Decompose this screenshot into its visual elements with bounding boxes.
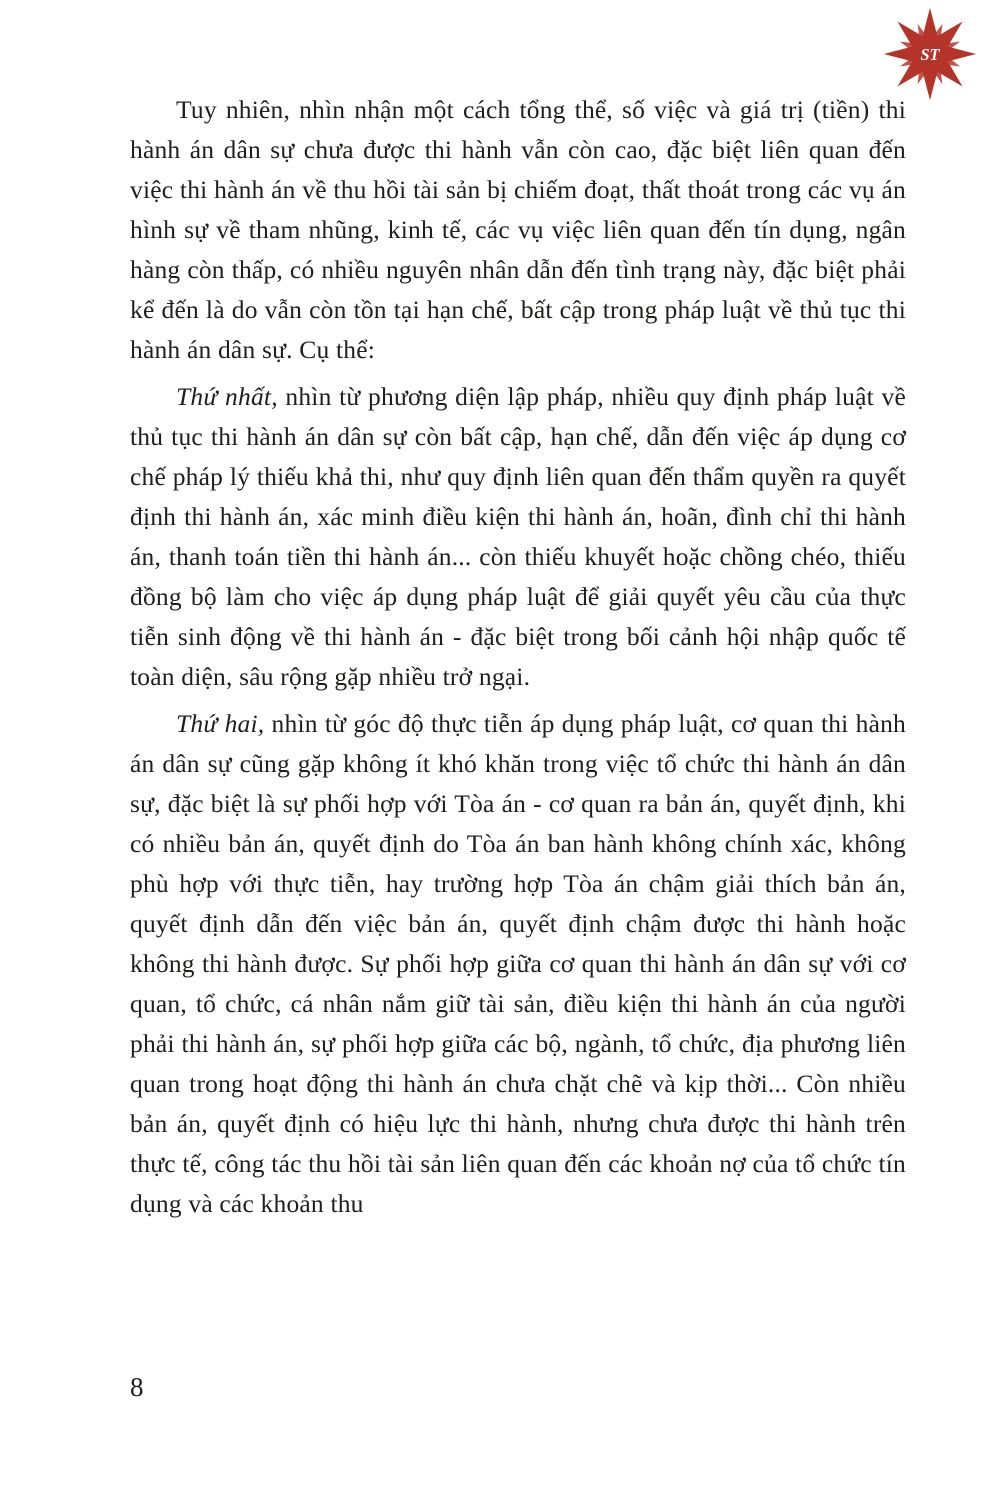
paragraph-3-text: nhìn từ góc độ thực tiễn áp dụng pháp luật, cơ quan thi hành án dân sự cũng gặp không ít khó khăn trong việc tổ chức thi hành án dân sự, đặc biệt là sự phối hợp với Tòa án - cơ quan ra bản án, quyết định, khi có nhiều bản án, quyết định do Tòa án ban hành không chính xác, không phù hợp với thực tiễn, hay trường hợp Tòa án chậm giải thích bản án, quyết định dẫn đến việc bản án, quyết định chậm được thi hành hoặc không thi hành được. Sự phối hợp giữa cơ quan thi hành án dân sự với cơ quan, tổ chức, cá nhân nắm giữ tài sản, điều kiện thi hành án của người phải thi hành án, sự phối hợp giữa các bộ, ngành, tổ chức, địa phương liên quan trong hoạt động thi hành án chưa chặt chẽ và kịp thời... Còn nhiều bản án, quyết định có hiệu lực thi hành, nhưng chưa được thi hành trên thực tế, công tác thu hồi tài sản liên quan đến các khoản nợ của tổ chức tín dụng và các khoản thu xyxy=(130,709,906,1218)
page-number: 8 xyxy=(130,1372,144,1402)
paragraph-1 xyxy=(130,90,906,370)
paragraph-2 xyxy=(130,377,906,697)
paragraph-2-text: nhìn từ phương diện lập pháp, nhiều quy định pháp luật về thủ tục thi hành án dân sự còn bất cập, hạn chế, dẫn đến việc áp dụng cơ chế pháp lý thiếu khả thi, như quy định liên quan đến thẩm quyền ra quyết định thi hành án, xác minh điều kiện thi hành án, hoãn, đình chỉ thi hành án, thanh toán tiền thi hành án... còn thiếu khuyết hoặc chồng chéo, thiếu đồng bộ làm cho việc áp dụng pháp luật để giải quyết yêu cầu của thực tiễn sinh động về thi hành án - đặc biệt trong bối cảnh hội nhập quốc tế toàn diện, sâu rộng gặp nhiều trở ngại. xyxy=(130,382,906,691)
paragraph-1-text: Tuy nhiên, nhìn nhận một cách tổng thể, số việc và giá trị (tiền) thi hành án dân sự chưa được thi hành vẫn còn cao, đặc biệt liên quan đến việc thi hành án về thu hồi tài sản bị chiếm đoạt, thất thoát trong các vụ án hình sự về tham nhũng, kinh tế, các vụ việc liên quan đến tín dụng, ngân hàng còn thấp, có nhiều nguyên nhân dẫn đến tình trạng này, đặc biệt phải kể đến là do vẫn còn tồn tại hạn chế, bất cập trong pháp luật về thủ tục thi hành án dân sự. Cụ thể: xyxy=(130,95,906,364)
paragraph-2-lead: Thứ nhất, xyxy=(176,382,278,411)
paragraph-3-lead: Thứ hai, xyxy=(176,709,265,738)
paragraph-3 xyxy=(130,704,906,1224)
logo-monogram: ST xyxy=(920,44,940,64)
body-text xyxy=(130,90,906,1224)
publisher-logo-icon xyxy=(882,6,978,102)
